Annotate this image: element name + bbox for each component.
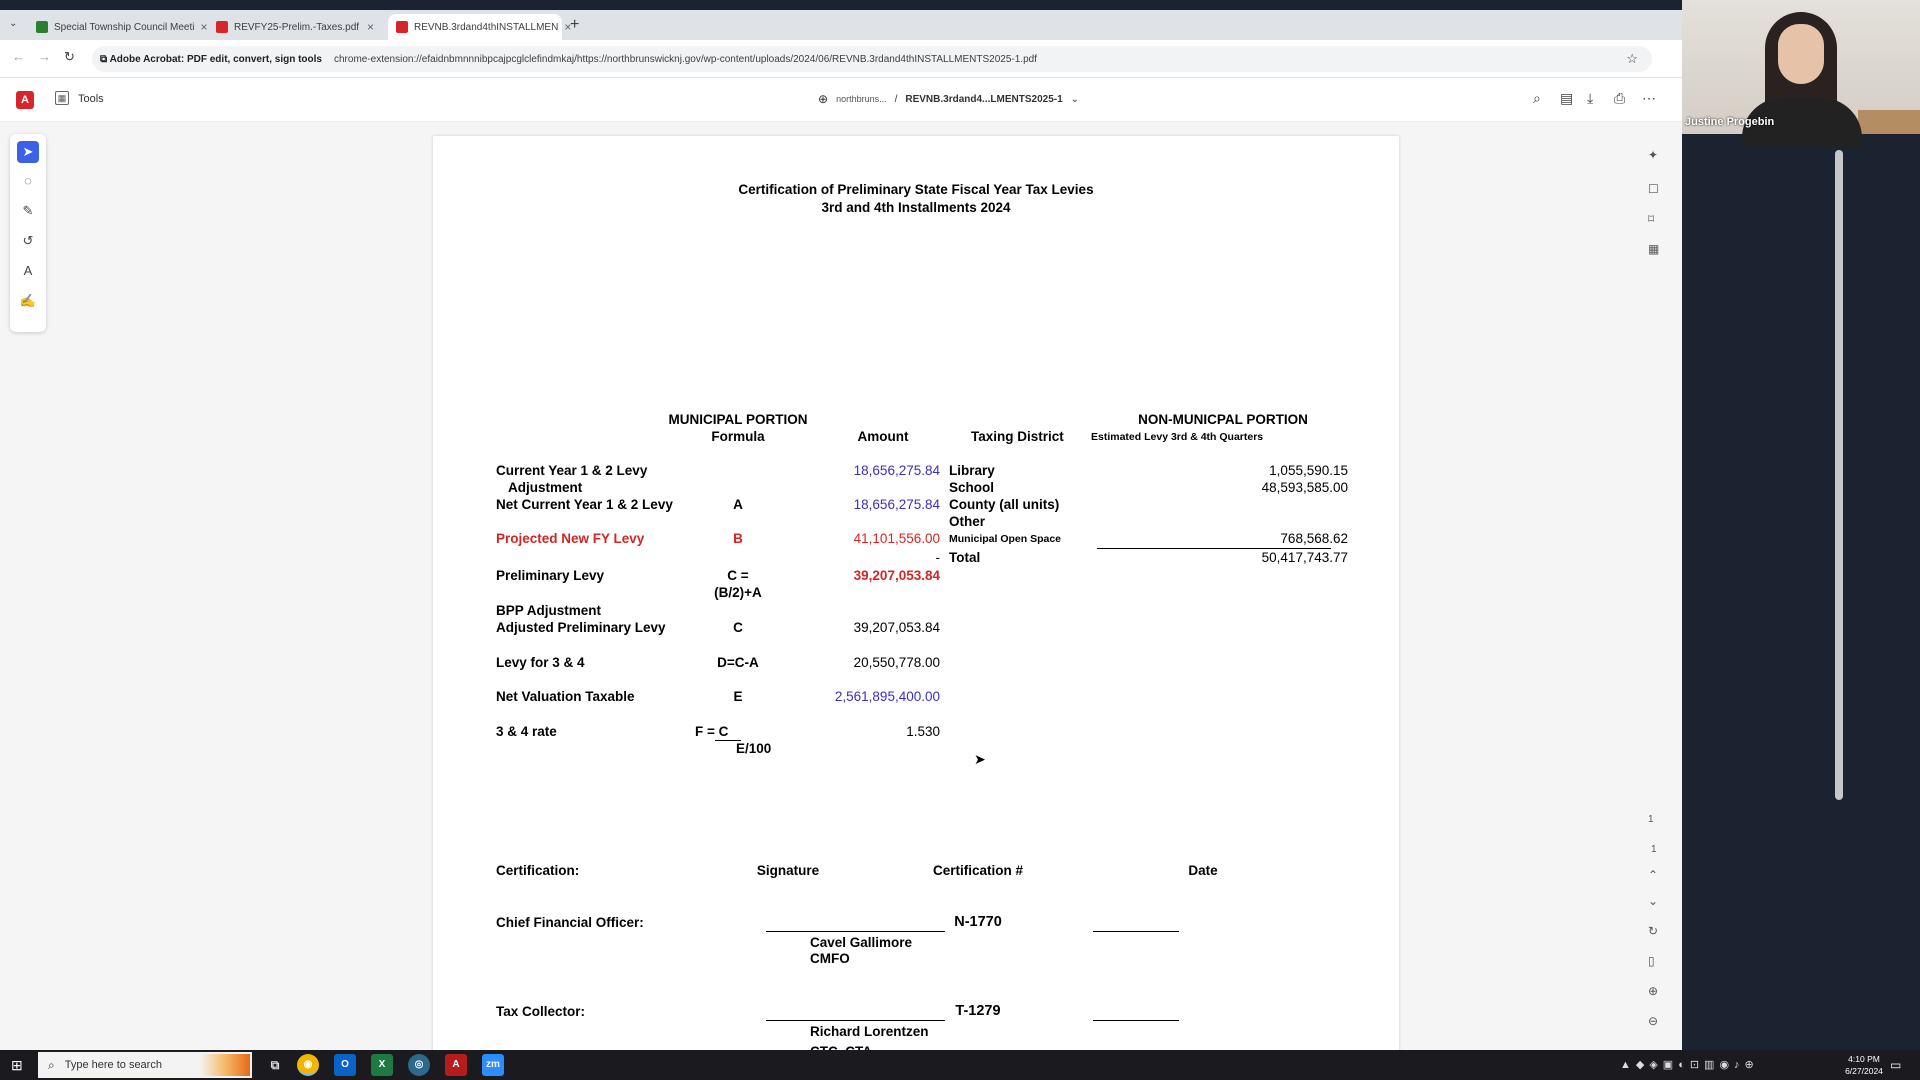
highlight-pen-icon[interactable]: ✎ <box>22 203 34 218</box>
system-tray-icons[interactable]: ▲◆◈▣◐⊡▥◉♪⊕ <box>1620 1059 1759 1071</box>
total-separator-line <box>1097 548 1331 549</box>
preliminary-levy-amount: 39,207,053.84 <box>853 568 940 583</box>
open-space-label: Municipal Open Space <box>949 533 1062 545</box>
cfo-label: Chief Financial Officer: <box>496 915 644 930</box>
formula-header: Formula <box>711 429 765 444</box>
tools-grid-icon[interactable]: ▦ <box>55 91 69 105</box>
more-options-icon[interactable]: ⋯ <box>1642 90 1656 106</box>
rotate-icon[interactable]: ↻ <box>1648 924 1659 938</box>
zoom-app-icon[interactable]: zm <box>482 1054 504 1076</box>
tax-collector-label: Tax Collector: <box>496 1004 586 1019</box>
webcam-person-face <box>1778 24 1824 84</box>
close-tab-icon[interactable]: × <box>366 20 374 34</box>
download-icon[interactable]: ⤓ <box>1587 90 1594 106</box>
select-cursor-icon[interactable]: ➤ <box>17 141 39 163</box>
app-icon[interactable]: ◎ <box>408 1054 430 1076</box>
crumb-separator: / <box>894 93 898 105</box>
extension-icon: ⧉ <box>100 53 110 65</box>
bpp-adjustment-label: BPP Adjustment <box>496 603 602 618</box>
rate-amount: 1.530 <box>906 724 940 739</box>
net-valuation-label: Net Valuation Taxable <box>496 689 635 704</box>
library-label: Library <box>949 463 995 478</box>
net-current-label: Net Current Year 1 & 2 Levy <box>496 497 673 512</box>
adjusted-preliminary-formula: C <box>733 620 743 635</box>
school-label: School <box>949 480 995 495</box>
close-tab-icon[interactable]: × <box>564 20 572 34</box>
pdf-viewport[interactable] <box>0 122 1682 1056</box>
comment-icon[interactable]: ◌ <box>24 173 32 188</box>
levy-3-4-amount: 20,550,778.00 <box>853 655 940 670</box>
projected-levy-amount: 41,101,556.00 <box>853 531 940 546</box>
tc-name: Richard Lorentzen <box>810 1024 929 1039</box>
adjusted-preliminary-label: Adjusted Preliminary Levy <box>496 620 666 635</box>
pdf-favicon-icon <box>216 21 228 33</box>
mouse-pointer-icon: ➤ <box>974 751 986 767</box>
webcam-shelf <box>1858 110 1920 134</box>
page-down-chevron-icon[interactable]: ⌄ <box>1648 894 1659 908</box>
task-view-icon[interactable]: ⧉ <box>270 1058 280 1072</box>
clock-time: 4:10 PM <box>1848 1054 1880 1064</box>
search-icon: ⌕ <box>48 1057 55 1072</box>
text-box-icon[interactable]: A <box>23 263 33 278</box>
new-tab-plus-icon[interactable]: + <box>570 16 580 33</box>
outlook-icon[interactable]: O <box>334 1054 356 1076</box>
zoom-in-icon[interactable]: ⊕ <box>1648 984 1659 998</box>
estimated-levy-header: Estimated Levy 3rd & 4th Quarters <box>1091 431 1264 443</box>
windows-taskbar <box>0 1050 1920 1080</box>
fill-sign-icon[interactable]: ✍ <box>19 293 37 308</box>
reload-icon[interactable]: ↻ <box>64 49 75 64</box>
forward-arrow-icon[interactable]: → <box>38 49 51 64</box>
clock-date: 6/27/2024 <box>1845 1066 1883 1076</box>
acrobat-taskbar-icon[interactable]: A <box>445 1054 467 1076</box>
tab-strip <box>0 10 1682 40</box>
projected-levy-formula: B <box>733 531 743 546</box>
url-text[interactable]: chrome-extension://efaidnbmnnnibpcajpcglclefindmkaj/https://northbrunswicknj.gov/wp-content/uploads/2024/06/REVNB.3rdand4thINSTALLMENTS2025-1.pdf <box>333 53 1037 65</box>
levy-3-4-formula: D=C-A <box>717 655 759 670</box>
preliminary-levy-label: Preliminary Levy <box>496 568 605 583</box>
site-info-chip[interactable] <box>100 54 322 65</box>
preliminary-formula-line1: C = <box>727 568 749 583</box>
tab-search-chevron-icon[interactable]: ⌄ <box>9 18 18 29</box>
rate-formula-top: F = C <box>695 724 729 739</box>
tab-council-meeting[interactable] <box>28 14 208 40</box>
adjusted-preliminary-amount: 39,207,053.84 <box>853 620 940 635</box>
pdf-favicon-icon <box>396 21 408 33</box>
certification-label: Certification: <box>496 863 580 878</box>
dash-placeholder: - <box>935 550 940 565</box>
windows-start-icon[interactable]: ⊞ <box>11 1057 23 1073</box>
pdf-page <box>433 136 1399 1076</box>
webcam-video-tile <box>1682 0 1920 134</box>
adjustment-label: Adjustment <box>508 480 583 495</box>
library-amount: 1,055,590.15 <box>1269 463 1348 478</box>
globe-icon: ⊕ <box>818 92 829 106</box>
levy-3-4-label: Levy for 3 & 4 <box>496 655 585 670</box>
amount-header: Amount <box>857 429 909 444</box>
net-current-amount: 18,656,275.84 <box>853 497 940 512</box>
bookmark-star-icon[interactable]: ☆ <box>1626 51 1638 66</box>
current-year-amount: 18,656,275.84 <box>853 463 940 478</box>
open-space-amount: 768,568.62 <box>1280 531 1348 546</box>
ai-assistant-icon[interactable]: ✦ <box>1648 148 1659 162</box>
excel-icon[interactable]: X <box>371 1054 393 1076</box>
page-up-chevron-icon[interactable]: ⌃ <box>1648 868 1659 882</box>
rate-formula-bottom: E/100 <box>736 741 772 756</box>
rate-label: 3 & 4 rate <box>496 724 557 739</box>
cfo-signature-line <box>766 931 945 932</box>
document-title: Certification of Preliminary State Fiscal Year Tax Levies <box>738 182 1094 197</box>
chevron-down-icon[interactable]: ⌄ <box>1070 93 1080 105</box>
taskbar-search[interactable] <box>38 1052 252 1078</box>
county-label: County (all units) <box>949 497 1060 512</box>
crumb-site: northbruns... <box>836 94 887 104</box>
acrobat-logo-icon[interactable]: A <box>16 91 34 109</box>
date-header: Date <box>1188 863 1218 878</box>
bookmark-icon[interactable]: ⌑ <box>1648 212 1655 226</box>
tc-signature-line <box>766 1020 945 1021</box>
search-placeholder: Type here to search <box>64 1059 162 1071</box>
comments-panel-icon[interactable]: ☐ <box>1648 182 1659 196</box>
municipal-portion-header: MUNICIPAL PORTION <box>668 412 808 427</box>
tc-date-line <box>1093 1020 1179 1021</box>
thumbnails-icon[interactable]: ▦ <box>1648 242 1660 256</box>
cfo-title: CMFO <box>810 951 850 966</box>
vertical-scrollbar[interactable] <box>1835 150 1843 800</box>
school-amount: 48,593,585.00 <box>1261 480 1348 495</box>
acrobat-tool-rail <box>10 134 46 332</box>
taskbar-clock[interactable] <box>1836 1053 1892 1077</box>
page-view-icon[interactable]: ▤ <box>1560 90 1574 106</box>
acrobat-header <box>0 78 1682 122</box>
preliminary-formula-line2: (B/2)+A <box>714 585 762 600</box>
tab-title: REVNB.3rdand4thINSTALLMEN <box>414 21 559 33</box>
total-pages: 1 <box>1651 844 1657 855</box>
net-valuation-amount: 2,561,895,400.00 <box>834 689 940 704</box>
document-subtitle: 3rd and 4th Installments 2024 <box>821 200 1011 215</box>
certification-number-header: Certification # <box>932 863 1024 878</box>
chrome-icon[interactable]: ◉ <box>297 1054 319 1076</box>
cfo-name: Cavel Gallimore <box>810 935 913 950</box>
site-chip-label: Adobe Acrobat: PDF edit, convert, sign tools <box>109 53 322 65</box>
tab-title: REVFY25-Prelim.-Taxes.pdf <box>234 21 360 33</box>
tools-menu[interactable]: Tools <box>78 93 104 105</box>
taxing-district-header: Taxing District <box>971 429 1064 444</box>
total-label: Total <box>949 550 981 565</box>
favicon-icon <box>36 21 48 33</box>
other-label: Other <box>949 514 986 529</box>
page-info-icon[interactable]: ▯ <box>1648 954 1655 968</box>
back-arrow-icon[interactable]: ← <box>12 49 25 64</box>
freehand-draw-icon[interactable]: ↺ <box>22 233 34 248</box>
tc-certification-number: T-1279 <box>955 1003 1001 1019</box>
crumb-filename: REVNB.3rdand4...LMENTS2025-1 <box>905 93 1063 105</box>
net-current-formula: A <box>733 497 743 512</box>
projected-levy-label: Projected New FY Levy <box>496 531 645 546</box>
tab-title: Special Township Council Meeti <box>54 21 195 33</box>
participant-name: Justine Progebin <box>1685 116 1775 128</box>
address-bar[interactable] <box>92 46 1652 72</box>
current-page-number[interactable]: 1 <box>1648 814 1654 825</box>
close-tab-icon[interactable]: × <box>200 20 208 34</box>
cfo-certification-number: N-1770 <box>954 914 1002 930</box>
notification-icon[interactable]: ▭ <box>1890 1058 1902 1072</box>
tab-revfy25-pdf[interactable] <box>208 14 382 40</box>
browser-toolbar <box>0 40 1682 78</box>
zoom-out-icon[interactable]: ⊖ <box>1648 1014 1659 1028</box>
browser-window <box>0 10 1682 1046</box>
search-highlight-art <box>200 1054 250 1076</box>
net-valuation-formula: E <box>733 689 743 704</box>
cfo-date-line <box>1093 931 1179 932</box>
search-icon[interactable]: ⌕ <box>1533 90 1541 106</box>
print-icon[interactable]: ⎙ <box>1614 90 1626 106</box>
acrobat-right-rail <box>1642 134 1672 1054</box>
total-amount: 50,417,743.77 <box>1261 550 1348 565</box>
current-year-label: Current Year 1 & 2 Levy <box>496 463 648 478</box>
document-breadcrumb[interactable] <box>818 92 1079 106</box>
tab-revnb-installments[interactable] <box>388 14 572 40</box>
signature-header: Signature <box>756 863 820 878</box>
non-municipal-portion-header: NON-MUNICPAL PORTION <box>1138 412 1308 427</box>
